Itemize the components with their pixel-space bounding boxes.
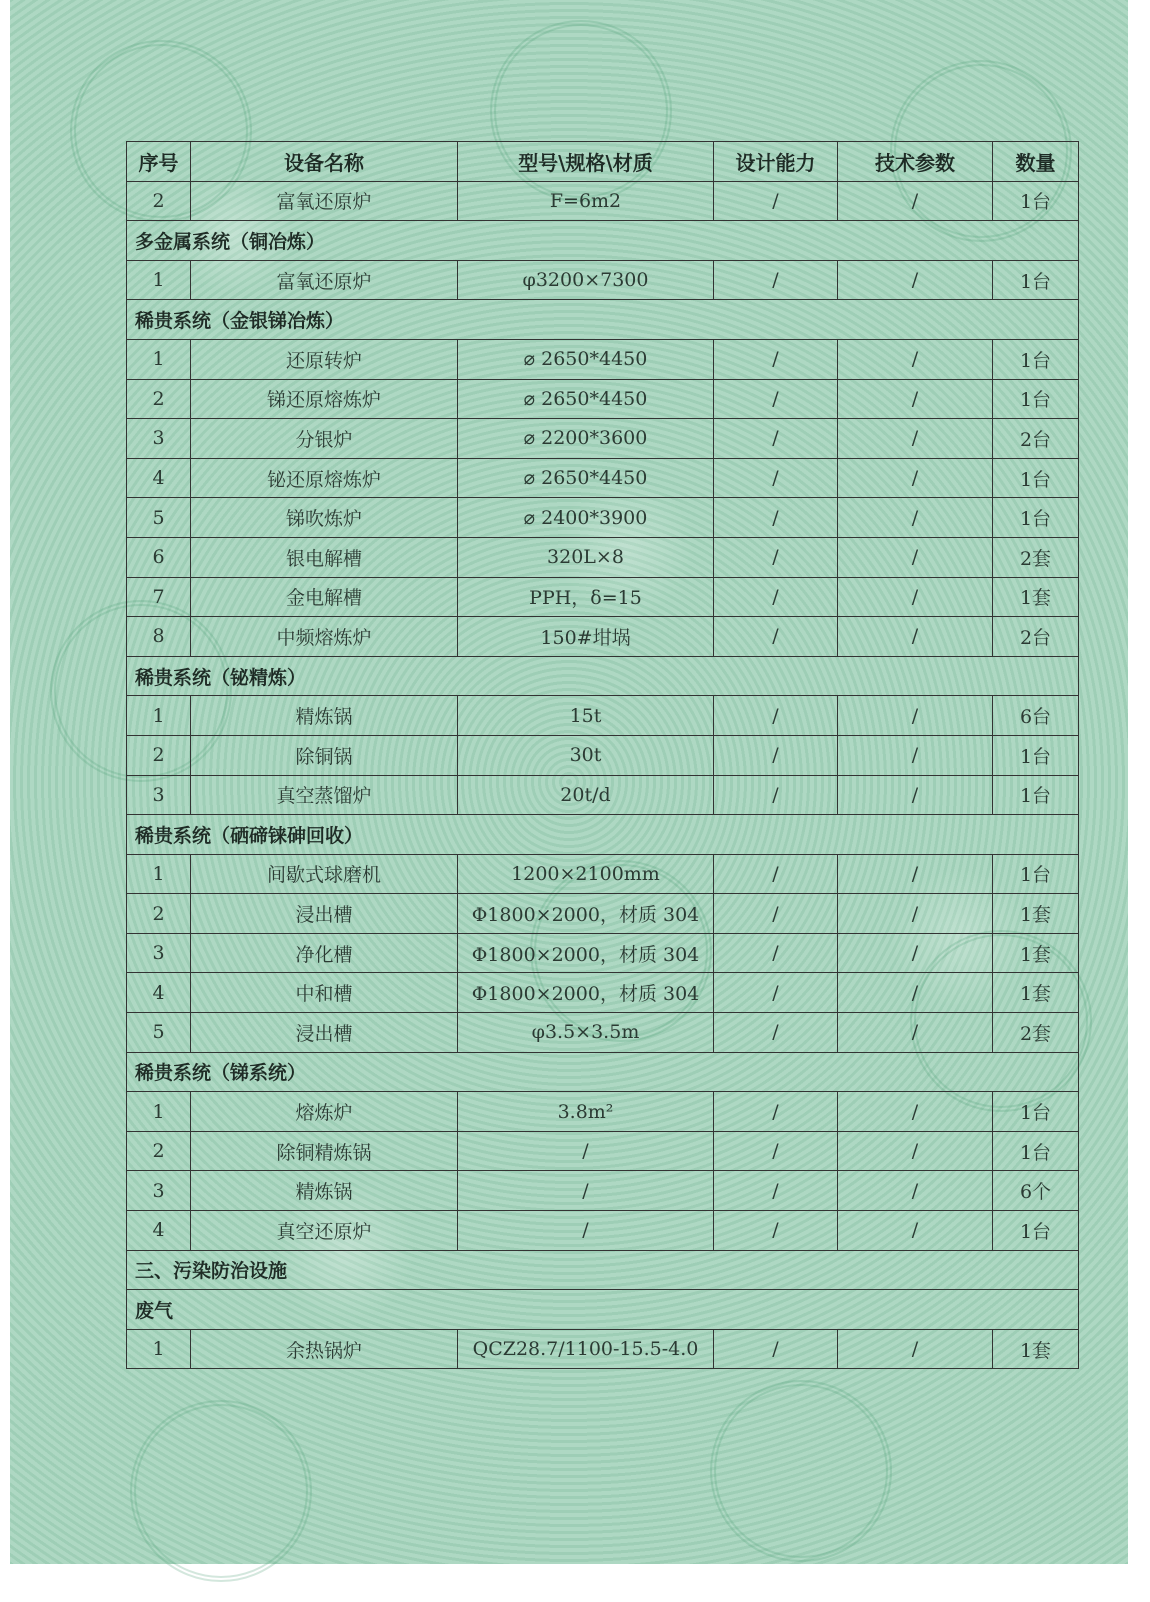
table-row (127, 181, 1079, 221)
section-row (127, 1290, 1079, 1330)
section-row (127, 1052, 1079, 1092)
cell-capacity: / (714, 696, 838, 736)
cell-seq: 1 (127, 1329, 191, 1369)
cell-name: 真空还原炉 (191, 1211, 458, 1251)
watermark-seal (130, 1400, 312, 1582)
cell-qty: 1台 (993, 379, 1079, 419)
cell-params: / (838, 617, 993, 657)
table-row (127, 577, 1079, 617)
cell-seq: 1 (127, 854, 191, 894)
cell-name: 除铜锅 (191, 735, 458, 775)
table-row (127, 1131, 1079, 1171)
cell-params: / (838, 933, 993, 973)
cell-seq: 2 (127, 894, 191, 934)
cell-seq: 4 (127, 973, 191, 1013)
cell-params: / (838, 973, 993, 1013)
cell-name: 浸出槽 (191, 1013, 458, 1053)
cell-capacity: / (714, 458, 838, 498)
cell-params: / (838, 419, 993, 459)
cell-seq: 3 (127, 1171, 191, 1211)
table-row (127, 973, 1079, 1013)
cell-params: / (838, 379, 993, 419)
section-row (127, 656, 1079, 696)
cell-capacity: / (714, 933, 838, 973)
table-row (127, 260, 1079, 300)
cell-qty: 1台 (993, 1131, 1079, 1171)
table-header-row (127, 142, 1079, 182)
cell-model: ⌀ 2650*4450 (458, 379, 714, 419)
cell-params: / (838, 1211, 993, 1251)
table-row (127, 735, 1079, 775)
cell-params: / (838, 735, 993, 775)
cell-seq: 8 (127, 617, 191, 657)
header-params: 技术参数 (838, 142, 993, 182)
cell-model: / (458, 1131, 714, 1171)
cell-name: 锑还原熔炼炉 (191, 379, 458, 419)
cell-model: ⌀ 2650*4450 (458, 458, 714, 498)
cell-qty: 1台 (993, 1211, 1079, 1251)
table-row (127, 339, 1079, 379)
cell-model: 150#坩埚 (458, 617, 714, 657)
section-row (127, 1250, 1079, 1290)
cell-qty: 1台 (993, 260, 1079, 300)
table-row (127, 775, 1079, 815)
cell-model: Φ1800×2000，材质 304 (458, 933, 714, 973)
cell-capacity: / (714, 577, 838, 617)
section-row (127, 221, 1079, 261)
cell-capacity: / (714, 854, 838, 894)
cell-qty: 1台 (993, 854, 1079, 894)
cell-qty: 1台 (993, 339, 1079, 379)
cell-seq: 5 (127, 498, 191, 538)
cell-capacity: / (714, 1092, 838, 1132)
cell-name: 精炼锅 (191, 1171, 458, 1211)
cell-qty: 6个 (993, 1171, 1079, 1211)
cell-seq: 2 (127, 735, 191, 775)
cell-name: 浸出槽 (191, 894, 458, 934)
cell-seq: 3 (127, 933, 191, 973)
section-title: 多金属系统（铜冶炼） (127, 221, 1079, 261)
cell-model: 30t (458, 735, 714, 775)
table-row (127, 1013, 1079, 1053)
section-title: 废气 (127, 1290, 1079, 1330)
cell-model: Φ1800×2000，材质 304 (458, 973, 714, 1013)
table-row (127, 1092, 1079, 1132)
table-row (127, 498, 1079, 538)
cell-capacity: / (714, 419, 838, 459)
cell-name: 分银炉 (191, 419, 458, 459)
section-title: 稀贵系统（铋精炼） (127, 656, 1079, 696)
cell-seq: 2 (127, 1131, 191, 1171)
table-row (127, 933, 1079, 973)
cell-model: ⌀ 2400*3900 (458, 498, 714, 538)
cell-params: / (838, 458, 993, 498)
cell-seq: 1 (127, 1092, 191, 1132)
cell-seq: 6 (127, 537, 191, 577)
cell-seq: 7 (127, 577, 191, 617)
section-title: 稀贵系统（锑系统） (127, 1052, 1079, 1092)
cell-name: 除铜精炼锅 (191, 1131, 458, 1171)
cell-capacity: / (714, 1131, 838, 1171)
cell-seq: 1 (127, 339, 191, 379)
header-model: 型号\规格\材质 (458, 142, 714, 182)
cell-name: 余热锅炉 (191, 1329, 458, 1369)
cell-name: 富氧还原炉 (191, 260, 458, 300)
cell-name: 铋还原熔炼炉 (191, 458, 458, 498)
table-row (127, 419, 1079, 459)
cell-capacity: / (714, 735, 838, 775)
cell-model: QCZ28.7/1100-15.5-4.0 (458, 1329, 714, 1369)
table-row (127, 537, 1079, 577)
table-row (127, 1171, 1079, 1211)
cell-seq: 5 (127, 1013, 191, 1053)
table-row (127, 1211, 1079, 1251)
cell-model: Φ1800×2000，材质 304 (458, 894, 714, 934)
cell-seq: 2 (127, 181, 191, 221)
cell-capacity: / (714, 894, 838, 934)
cell-params: / (838, 775, 993, 815)
cell-model: 20t/d (458, 775, 714, 815)
cell-qty: 1台 (993, 498, 1079, 538)
cell-name: 金电解槽 (191, 577, 458, 617)
cell-params: / (838, 1092, 993, 1132)
cell-params: / (838, 498, 993, 538)
cell-qty: 1套 (993, 577, 1079, 617)
cell-qty: 1套 (993, 973, 1079, 1013)
cell-model: F=6m2 (458, 181, 714, 221)
cell-name: 富氧还原炉 (191, 181, 458, 221)
cell-capacity: / (714, 775, 838, 815)
cell-params: / (838, 1329, 993, 1369)
table-row (127, 1329, 1079, 1369)
cell-name: 熔炼炉 (191, 1092, 458, 1132)
cell-qty: 6台 (993, 696, 1079, 736)
section-title: 稀贵系统（硒碲铼砷回收） (127, 815, 1079, 855)
section-row (127, 815, 1079, 855)
cell-name: 还原转炉 (191, 339, 458, 379)
cell-qty: 2套 (993, 1013, 1079, 1053)
cell-model: PPH，δ=15 (458, 577, 714, 617)
cell-model: 3.8m² (458, 1092, 714, 1132)
section-title: 三、污染防治设施 (127, 1250, 1079, 1290)
cell-capacity: / (714, 1013, 838, 1053)
cell-params: / (838, 181, 993, 221)
cell-name: 锑吹炼炉 (191, 498, 458, 538)
table-row (127, 894, 1079, 934)
equipment-table (126, 141, 1079, 1369)
cell-model: φ3.5×3.5m (458, 1013, 714, 1053)
cell-seq: 3 (127, 419, 191, 459)
cell-params: / (838, 577, 993, 617)
cell-params: / (838, 1131, 993, 1171)
cell-params: / (838, 854, 993, 894)
cell-qty: 1套 (993, 894, 1079, 934)
cell-capacity: / (714, 617, 838, 657)
header-name: 设备名称 (191, 142, 458, 182)
cell-capacity: / (714, 339, 838, 379)
cell-params: / (838, 894, 993, 934)
section-title: 稀贵系统（金银锑冶炼） (127, 300, 1079, 340)
cell-qty: 2台 (993, 419, 1079, 459)
cell-name: 真空蒸馏炉 (191, 775, 458, 815)
section-row (127, 300, 1079, 340)
table-row (127, 617, 1079, 657)
cell-model: 1200×2100mm (458, 854, 714, 894)
cell-capacity: / (714, 260, 838, 300)
cell-qty: 1台 (993, 735, 1079, 775)
watermark-seal (710, 1380, 892, 1562)
cell-params: / (838, 260, 993, 300)
cell-model: / (458, 1211, 714, 1251)
cell-capacity: / (714, 1211, 838, 1251)
table-row (127, 696, 1079, 736)
cell-capacity: / (714, 498, 838, 538)
cell-qty: 1台 (993, 458, 1079, 498)
cell-name: 间歇式球磨机 (191, 854, 458, 894)
cell-model: 15t (458, 696, 714, 736)
cell-name: 银电解槽 (191, 537, 458, 577)
table-row (127, 379, 1079, 419)
cell-name: 净化槽 (191, 933, 458, 973)
cell-seq: 3 (127, 775, 191, 815)
cell-model: 320L×8 (458, 537, 714, 577)
cell-params: / (838, 1171, 993, 1211)
table-row (127, 458, 1079, 498)
cell-qty: 1套 (993, 933, 1079, 973)
cell-name: 精炼锅 (191, 696, 458, 736)
cell-name: 中和槽 (191, 973, 458, 1013)
cell-capacity: / (714, 973, 838, 1013)
cell-capacity: / (714, 1329, 838, 1369)
cell-qty: 1套 (993, 1329, 1079, 1369)
cell-qty: 1台 (993, 775, 1079, 815)
cell-qty: 2套 (993, 537, 1079, 577)
cell-seq: 1 (127, 260, 191, 300)
cell-params: / (838, 696, 993, 736)
cell-capacity: / (714, 379, 838, 419)
cell-model: ⌀ 2200*3600 (458, 419, 714, 459)
cell-name: 中频熔炼炉 (191, 617, 458, 657)
cell-params: / (838, 1013, 993, 1053)
table-body (127, 181, 1079, 1369)
cell-qty: 1台 (993, 181, 1079, 221)
cell-capacity: / (714, 537, 838, 577)
cell-qty: 1台 (993, 1092, 1079, 1132)
cell-capacity: / (714, 181, 838, 221)
header-capacity: 设计能力 (714, 142, 838, 182)
cell-model: / (458, 1171, 714, 1211)
cell-capacity: / (714, 1171, 838, 1211)
cell-qty: 2台 (993, 617, 1079, 657)
cell-seq: 1 (127, 696, 191, 736)
table-row (127, 854, 1079, 894)
cell-model: ⌀ 2650*4450 (458, 339, 714, 379)
cell-params: / (838, 537, 993, 577)
header-seq: 序号 (127, 142, 191, 182)
cell-seq: 4 (127, 458, 191, 498)
cell-seq: 4 (127, 1211, 191, 1251)
cell-params: / (838, 339, 993, 379)
header-qty: 数量 (993, 142, 1079, 182)
cell-seq: 2 (127, 379, 191, 419)
cell-model: φ3200×7300 (458, 260, 714, 300)
